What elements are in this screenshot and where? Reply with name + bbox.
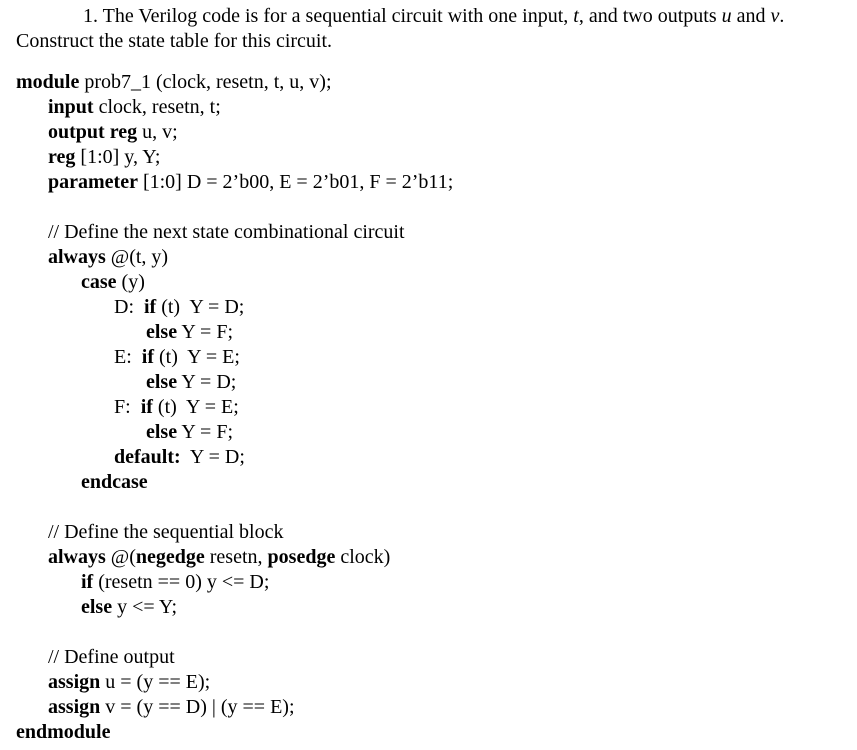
- question-number: 1.: [83, 5, 98, 27]
- code-line-if-reset: if (resetn == 0) y <= D;: [81, 571, 270, 593]
- code-line-case-d: D: if (t) Y = D;: [114, 296, 245, 318]
- question-line-2: Construct the state table for this circuit.: [16, 30, 333, 52]
- code-line-always-seq: always @(negedge resetn, posedge clock): [48, 546, 391, 568]
- code-blank-line: [16, 620, 851, 645]
- code-comment-output: // Define output: [48, 646, 175, 668]
- code-line-default: default: Y = D;: [114, 446, 245, 468]
- code-line-endcase: endcase: [81, 471, 148, 493]
- question-text: [16, 4, 851, 54]
- output-variable-v: v: [770, 5, 780, 27]
- code-line-reg: reg [1:0] y, Y;: [48, 146, 161, 168]
- code-line-case-f: F: if (t) Y = E;: [114, 396, 239, 418]
- question-line-1: 1. The Verilog code is for a sequential circuit with one input, t, and two outputs u and v.: [83, 5, 785, 27]
- code-comment-sequential: // Define the sequential block: [48, 521, 284, 543]
- code-line-case-f-else: else Y = F;: [146, 421, 234, 443]
- input-variable-t: t: [573, 5, 579, 27]
- code-line-module: module prob7_1 (clock, resetn, t, u, v);: [16, 71, 332, 93]
- code-blank-line: [16, 195, 851, 220]
- code-line-assign-v: assign v = (y == D) | (y == E);: [48, 696, 295, 718]
- code-line-case: case (y): [81, 271, 145, 293]
- code-line-case-d-else: else Y = F;: [146, 321, 234, 343]
- code-comment-next-state: // Define the next state combinational circuit: [48, 221, 405, 243]
- code-line-endmodule: endmodule: [16, 721, 111, 743]
- code-line-always-comb: always @(t, y): [48, 246, 169, 268]
- verilog-code-block: [16, 70, 851, 745]
- code-line-output: output reg u, v;: [48, 121, 178, 143]
- code-line-parameter: parameter [1:0] D = 2’b00, E = 2’b01, F = 2’b11;: [48, 171, 454, 193]
- code-line-case-e: E: if (t) Y = E;: [114, 346, 240, 368]
- code-line-case-e-else: else Y = D;: [146, 371, 237, 393]
- code-line-input: input clock, resetn, t;: [48, 96, 221, 118]
- code-line-assign-u: assign u = (y == E);: [48, 671, 211, 693]
- code-line-else-y: else y <= Y;: [81, 596, 178, 618]
- output-variable-u: u: [721, 5, 732, 27]
- code-blank-line: [16, 495, 851, 520]
